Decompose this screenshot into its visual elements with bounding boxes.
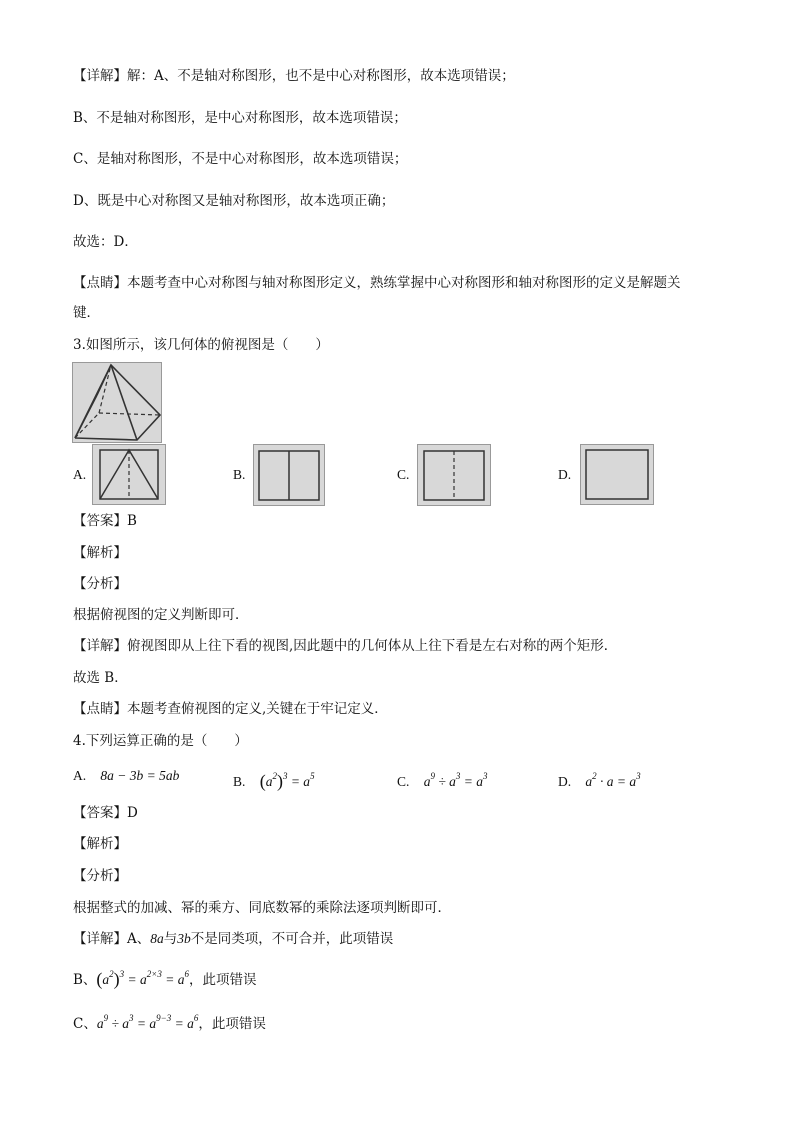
q3-option-b-label: B. <box>233 467 246 482</box>
rectangle-view-icon <box>581 445 653 504</box>
q4-detail-b-prefix: B、 <box>73 972 97 988</box>
q4-detail-a <box>73 929 393 949</box>
q4-option-c <box>397 766 487 792</box>
q3-option-b-figure[interactable] <box>253 444 325 506</box>
q4-option-a-label: A. <box>73 768 87 783</box>
q4-detail-c-exp-3: 9−3 <box>156 1013 172 1023</box>
prism-icon <box>73 363 161 442</box>
q4-option-b-rhs: = a <box>290 774 311 789</box>
q4-detail-c-exp-4: 6 <box>193 1013 199 1023</box>
q3-option-d-figure[interactable] <box>580 444 654 505</box>
q4-answer: 【答案】D <box>73 805 138 821</box>
two-rectangles-dashed-icon <box>418 445 490 505</box>
q2-detail-b: B、不是轴对称图形，是中心对称图形，故本选项错误； <box>73 110 407 126</box>
q4-detail-c <box>73 1008 266 1034</box>
q4-detail-c-eq: = a <box>133 1016 157 1031</box>
q4-option-c-rhs: = a <box>460 774 483 789</box>
q4-option-d-base: a <box>585 774 593 789</box>
q4-detail-c-exp-1: 9 <box>103 1013 109 1023</box>
q4-option-b-exp-inner: 2 <box>272 771 277 781</box>
q4-detail-a-prefix: 【详解】A、 <box>73 931 151 947</box>
q2-detail-c: C、是轴对称图形，不是中心对称图形，故本选项错误； <box>73 151 408 167</box>
q4-detail-b-eq: = a <box>124 972 147 987</box>
q4-option-b-exp-outer: 3 <box>282 771 288 781</box>
q4-detail-c-exp-2: 3 <box>129 1013 134 1023</box>
q4-fenxi-text: 根据整式的加减、幂的乘方、同底数幂的乘除法逐项判断即可． <box>73 900 451 916</box>
q4-detail-a-term-2: 3b <box>177 931 191 946</box>
q2-choose: 故选：D． <box>73 234 138 250</box>
q4-option-a <box>73 766 179 786</box>
q2-comment-2: 键． <box>73 305 100 321</box>
q4-detail-b-inner-exp: 2 <box>109 969 114 979</box>
q4-option-c-exp-2: 3 <box>455 771 461 781</box>
q4-option-b-rhs-exp: 5 <box>310 771 315 781</box>
q4-detail-b-outer-exp: 3 <box>119 969 125 979</box>
q3-fenxi-heading: 【分析】 <box>73 576 127 592</box>
q3-detail: 【详解】俯视图即从上往下看的视图,因此题中的几何体从上往下看是左右对称的两个矩形． <box>73 638 618 654</box>
q4-option-d-exp-2: 3 <box>636 771 641 781</box>
q2-detail-d: D、既是中心对称图又是轴对称图形，故本选项正确； <box>73 193 395 209</box>
q3-answer: 【答案】B <box>73 513 137 529</box>
q3-choose: 故选 B． <box>73 670 128 686</box>
q4-option-c-exp-3: 3 <box>482 771 488 781</box>
triangle-view-icon <box>93 445 165 504</box>
q4-option-d <box>558 766 641 792</box>
q3-option-c-figure[interactable] <box>417 444 491 506</box>
q3-analysis-heading: 【解析】 <box>73 545 127 561</box>
q4-option-a-expr: 8a − 3b = 5ab <box>100 768 180 783</box>
q3-comment: 【点睛】本题考查俯视图的定义,关键在于牢记定义． <box>73 701 388 717</box>
q4-detail-c-base: a <box>96 1016 104 1031</box>
q3-option-a-figure[interactable] <box>92 444 166 505</box>
q3-option-d-label: D. <box>558 467 572 482</box>
q4-analysis-heading: 【解析】 <box>73 836 127 852</box>
q4-fenxi-heading: 【分析】 <box>73 868 127 884</box>
q4-question: 4.下列运算正确的是（ ） <box>73 733 248 749</box>
two-rectangles-solid-icon <box>254 445 324 505</box>
q4-option-c-exp-1: 9 <box>430 771 435 781</box>
q4-option-b-label: B. <box>233 774 246 789</box>
q2-comment-1: 【点睛】本题考查中心对称图与轴对称图形定义，熟练掌握中心对称图形和轴对称图形的定义是解题关 <box>73 275 681 291</box>
q4-option-d-op: · a = a <box>596 774 637 789</box>
q3-option-c-label: C. <box>397 467 410 482</box>
q4-detail-b-exp-1: 2×3 <box>146 969 162 979</box>
q4-detail-c-eq-2: = a <box>171 1016 194 1031</box>
q4-detail-b-eq-2: = a <box>161 972 185 987</box>
q4-detail-b-exp-2: 6 <box>184 969 189 979</box>
q4-option-d-exp-1: 2 <box>592 771 597 781</box>
q4-option-d-label: D. <box>558 774 572 789</box>
q3-option-a-label: A. <box>73 467 87 482</box>
q4-detail-c-suffix: ，此项错误 <box>198 1016 266 1032</box>
q3-solid-figure <box>72 362 162 443</box>
q4-option-b: B. $(a^2)^3 = a^5$ <box>233 771 315 791</box>
q4-option-c-label: C. <box>397 774 410 789</box>
q4-option-b-base: a <box>265 774 273 789</box>
q4-detail-b-suffix: ，此项错误 <box>189 972 257 988</box>
q4-detail-a-mid: 与 <box>163 931 178 947</box>
q4-option-c-base: a <box>423 774 431 789</box>
q4-detail-b-base: a <box>102 972 110 987</box>
q4-detail-c-op: ÷ a <box>108 1016 130 1031</box>
q4-detail-b: B、$(a^2)^3 = a^{2\times 3} = a^6$，此项错误 <box>73 969 257 989</box>
q2-detail-a: 【详解】解：A、不是轴对称图形，也不是中心对称图形，故本选项错误； <box>73 68 515 84</box>
q4-detail-c-prefix: C、 <box>73 1016 97 1032</box>
q4-option-c-op: ÷ a <box>434 774 456 789</box>
q3-fenxi-text: 根据俯视图的定义判断即可． <box>73 607 249 623</box>
q4-detail-a-term-1: 8a <box>150 931 164 946</box>
q4-detail-a-suffix: 不是同类项，不可合并，此项错误 <box>190 931 394 947</box>
q3-question: 3.如图所示，该几何体的俯视图是（ ） <box>73 337 329 353</box>
